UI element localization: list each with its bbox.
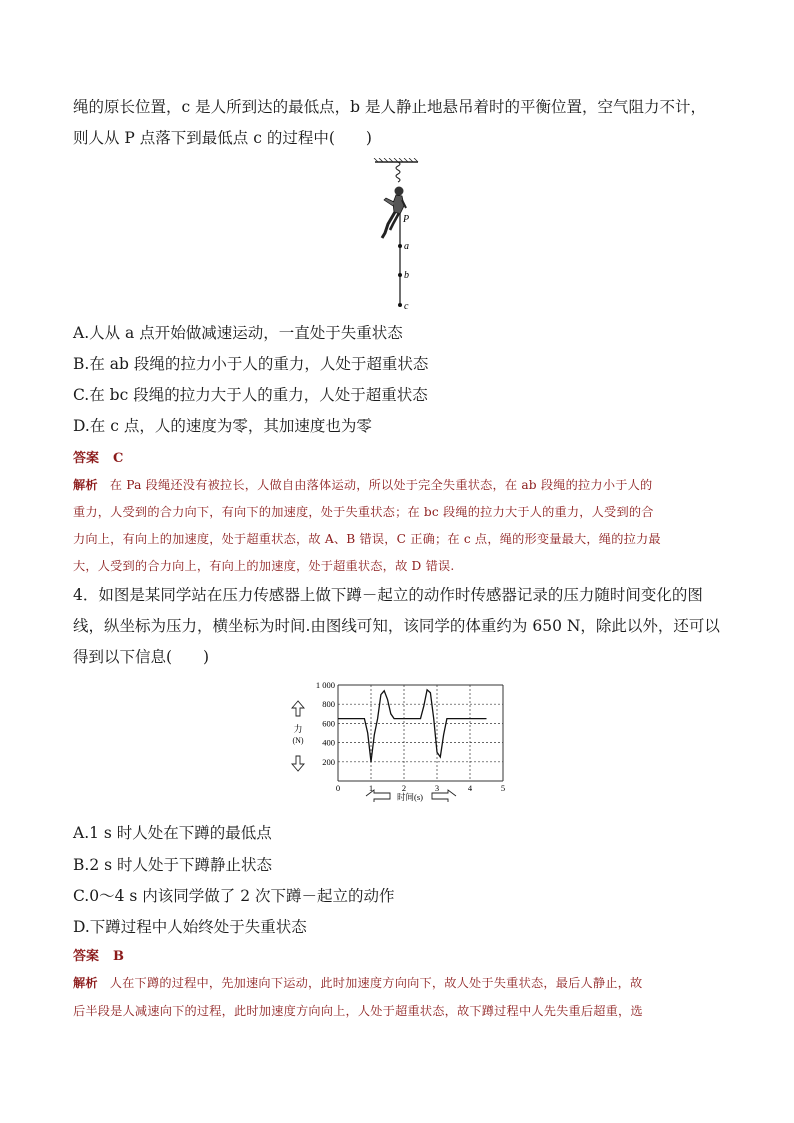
q3-analysis-line-1 — [73, 476, 652, 494]
q4-option-a: A.1 s 时人处在下蹲的最低点 — [73, 824, 272, 842]
y-tick-label: 200 — [322, 756, 335, 767]
x-axis-label: 时间(s) — [397, 792, 423, 802]
y-tick-label: 800 — [322, 699, 335, 710]
q4-option-c: C.0～4 s 内该同学做了 2 次下蹲－起立的动作 — [73, 887, 395, 905]
analysis-label: 解析 — [73, 976, 98, 990]
x-tick-label: 5 — [500, 783, 506, 793]
q4-stem-line-3: 得到以下信息( ) — [73, 648, 210, 666]
bungee-jump-figure — [360, 158, 440, 316]
down-arrow-icon — [292, 756, 304, 771]
q4-option-d: D.下蹲过程中人始终处于失重状态 — [73, 918, 307, 936]
up-arrow-icon — [292, 701, 304, 716]
y-tick-label: 600 — [322, 718, 335, 729]
jumper-icon — [382, 187, 406, 239]
q3-option-d: D.在 c 点，人的速度为零，其加速度也为零 — [73, 417, 372, 435]
q3-option-c: C.在 bc 段绳的拉力大于人的重力，人处于超重状态 — [73, 386, 428, 404]
q4-answer — [73, 948, 124, 966]
q3-stem-line-1: 绳的原长位置，c 是人所到达的最低点，b 是人静止地悬吊着时的平衡位置，空气阻力不计， — [73, 98, 706, 116]
y-tick-label: 400 — [322, 737, 335, 748]
force-series-line — [338, 690, 487, 762]
q4-option-b: B.2 s 时人处于下蹲静止状态 — [73, 856, 272, 874]
y-axis-label: 力 — [293, 724, 303, 734]
x-tick-label: 4 — [467, 783, 473, 793]
x-tick-label: 2 — [401, 783, 407, 793]
analysis-label: 解析 — [73, 478, 98, 492]
point-a-label: a — [404, 241, 409, 252]
answer-value: B — [113, 949, 125, 964]
q3-analysis-line-3: 力向上，有向上的加速度，处于超重状态，故 A、B 错误，C 正确；在 c 点，绳的形变量最大，绳的拉力最 — [73, 532, 661, 546]
q3-answer — [73, 450, 123, 468]
q3-option-b: B.在 ab 段绳的拉力小于人的重力，人处于超重状态 — [73, 355, 429, 373]
y-axis-unit: (N) — [292, 736, 304, 745]
q3-analysis-line-4: 大，人受到的合力向上，有向上的加速度，处于超重状态，故 D 错误. — [73, 559, 455, 573]
answer-label: 答案 — [73, 451, 100, 466]
analysis-text: 人在下蹲的过程中，先加速向下运动，此时加速度方向向下，故人处于失重状态，最后人静止，故 — [109, 976, 643, 990]
analysis-text: 在 Pa 段绳还没有被拉长，人做自由落体运动，所以处于完全失重状态，在 ab 段绳的拉力小于人的 — [109, 478, 653, 492]
q3-analysis-line-2: 重力，人受到的合力向下，有向下的加速度，处于失重状态；在 bc 段绳的拉力大于人的重力，人受到的合 — [73, 505, 654, 519]
q4-analysis-line-2: 后半段是人减速向下的过程，此时加速度方向向上，人处于超重状态，故下蹲过程中人先失重后超重，选 — [73, 1004, 643, 1018]
x-tick-label: 1 — [368, 783, 374, 793]
point-c-label: c — [404, 301, 409, 312]
point-p-label: P — [403, 214, 410, 225]
q3-stem-line-2: 则人从 P 点落下到最低点 c 的过程中( ) — [73, 129, 372, 147]
q4-analysis-line-1 — [73, 974, 642, 992]
q4-stem-line-2: 线，纵坐标为压力，横坐标为时间.由图线可知，该同学的体重约为 650 N，除此以外，还可以 — [73, 617, 720, 635]
force-time-chart — [280, 675, 520, 805]
point-b-label: b — [404, 270, 409, 281]
x-tick-label: 3 — [434, 783, 440, 793]
x-tick-label: 0 — [335, 783, 341, 793]
answer-label: 答案 — [73, 949, 100, 964]
q3-option-a: A.人从 a 点开始做减速运动，一直处于失重状态 — [73, 324, 403, 342]
q4-stem-line-1: 4．如图是某同学站在压力传感器上做下蹲－起立的动作时传感器记录的压力随时间变化的图 — [73, 586, 703, 604]
answer-value: C — [113, 451, 124, 466]
y-tick-label: 1 000 — [315, 680, 335, 690]
